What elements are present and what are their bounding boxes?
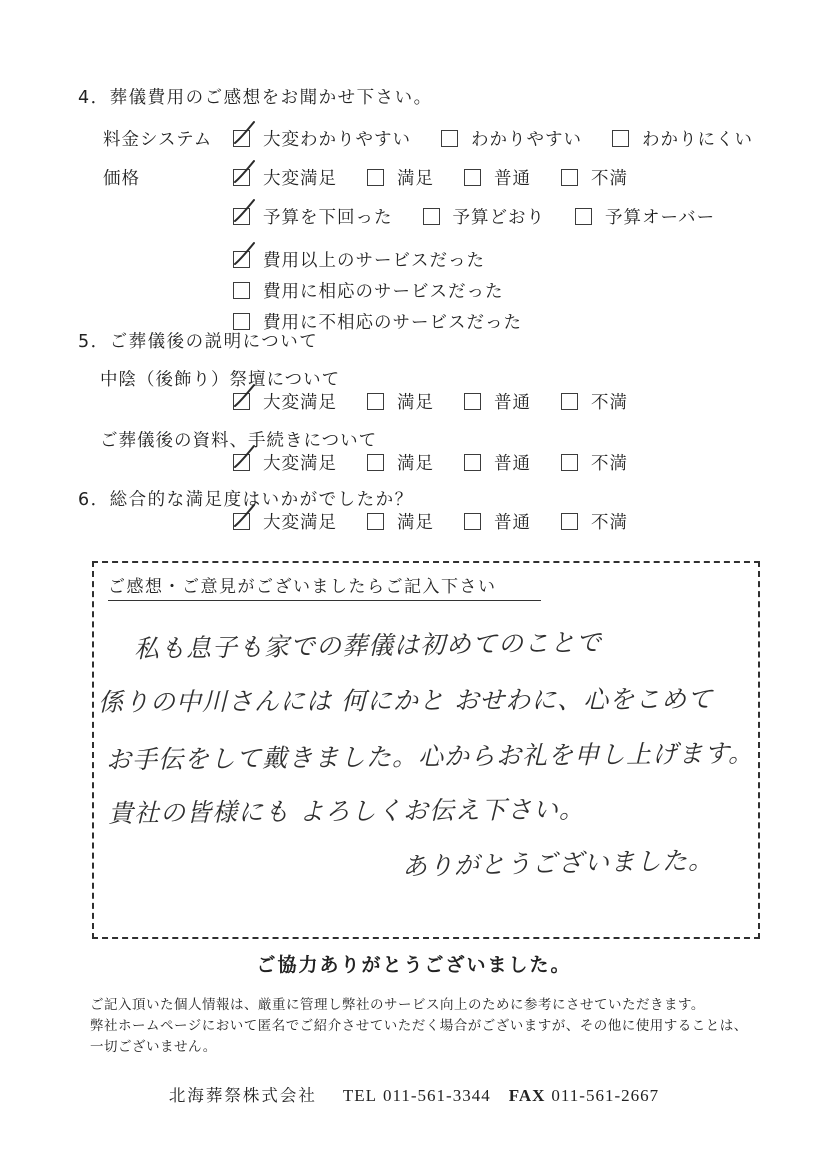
checkbox-icon[interactable] <box>561 513 578 530</box>
handwritten-line: 私も息子も家での葬儀は初めてのことで <box>133 627 603 664</box>
checkbox-label: 大変わかりやすい <box>263 130 411 150</box>
checkbox-option[interactable] <box>423 204 546 229</box>
checkbox-option[interactable] <box>464 509 531 534</box>
fax-label: FAX <box>508 1086 546 1105</box>
comment-box-title: ご感想・ご意見がございましたらご記入下さい <box>108 572 541 601</box>
checkbox-label: わかりにくい <box>642 130 753 150</box>
checkbox-label: 大変満足 <box>263 454 337 474</box>
checkbox-icon[interactable] <box>561 393 578 410</box>
checkbox-label: 費用に不相応のサービスだった <box>263 313 522 333</box>
checkbox-option[interactable] <box>464 165 531 190</box>
tel-number: 011-561-3344 <box>383 1086 491 1105</box>
checkbox-label: 普通 <box>494 393 531 413</box>
closing-thanks: ご協力ありがとうございました。 <box>256 954 572 976</box>
checkbox-label: 予算オーバー <box>605 208 716 228</box>
checkbox-label: 普通 <box>494 454 531 474</box>
options-group-paperwork <box>233 450 628 475</box>
fax-number: 011-561-2667 <box>551 1086 660 1105</box>
checkbox-option[interactable] <box>233 278 504 303</box>
checkbox-icon[interactable] <box>464 454 481 471</box>
checkbox-option[interactable] <box>612 126 753 151</box>
handwritten-line: 貴社の皆様にも よろしくお伝え下さい。 <box>107 794 586 828</box>
checkbox-option[interactable] <box>561 165 628 190</box>
checkbox-icon[interactable] <box>233 513 250 530</box>
checkbox-icon[interactable] <box>441 130 458 147</box>
checkbox-option[interactable] <box>367 450 434 475</box>
checkbox-label: 予算を下回った <box>263 208 393 228</box>
checkbox-icon[interactable] <box>233 130 250 147</box>
checkbox-icon[interactable] <box>233 169 250 186</box>
options-group <box>233 126 753 151</box>
checkbox-option[interactable] <box>367 389 434 414</box>
checkbox-label: 満足 <box>397 169 434 189</box>
company-name: 北海葬祭株式会社 <box>168 1086 317 1105</box>
handwritten-line: お手伝をして戴きました。心からお礼を申し上げます。 <box>105 738 755 775</box>
checkbox-option[interactable] <box>233 165 337 190</box>
checkbox-icon[interactable] <box>233 454 250 471</box>
privacy-note <box>90 995 748 1058</box>
checkbox-option[interactable] <box>441 126 582 151</box>
checkmark-icon <box>230 502 257 529</box>
checkbox-label: 不満 <box>591 513 628 533</box>
privacy-line: 弊社ホームページにおいて匿名でご紹介させていただく場合がございますが、その他に使用することは、 <box>90 1018 748 1034</box>
question-row-price <box>103 165 628 190</box>
section6-heading: 6．総合的な満足度はいかがでしたか？ <box>78 490 414 510</box>
checkbox-icon[interactable] <box>367 513 384 530</box>
options-group <box>233 204 715 229</box>
checkbox-icon[interactable] <box>464 169 481 186</box>
checkmark-icon <box>230 158 257 185</box>
options-group-altar <box>233 389 628 414</box>
checkbox-icon[interactable] <box>561 169 578 186</box>
section4-heading: 4．葬儀費用のご感想をお聞かせ下さい。 <box>78 88 433 108</box>
checkbox-option[interactable] <box>233 247 485 272</box>
checkbox-label: 普通 <box>494 169 531 189</box>
checkmark-icon <box>230 240 257 267</box>
checkbox-icon[interactable] <box>612 130 629 147</box>
checkbox-label: 大変満足 <box>263 169 337 189</box>
checkbox-icon[interactable] <box>464 393 481 410</box>
checkbox-option[interactable] <box>561 450 628 475</box>
footer-company-line <box>0 1082 828 1106</box>
question-label-altar: 中陰（後飾り）祭壇について <box>100 370 341 390</box>
checkbox-option[interactable] <box>464 450 531 475</box>
privacy-line: ご記入頂いた個人情報は、厳重に管理し弊社のサービス向上のために参考にさせていただきます。 <box>90 997 705 1013</box>
checkbox-icon[interactable] <box>233 251 250 268</box>
checkbox-option[interactable] <box>233 509 337 534</box>
checkbox-label: 予算どおり <box>452 208 545 228</box>
question-label: 料金システム <box>103 130 213 150</box>
options-group-service-value <box>233 247 522 334</box>
checkbox-icon[interactable] <box>233 282 250 299</box>
checkmark-icon <box>230 443 257 470</box>
checkbox-label: わかりやすい <box>471 130 582 150</box>
checkbox-option[interactable] <box>561 509 628 534</box>
handwritten-line: ありがとうございました。 <box>401 845 715 882</box>
checkbox-icon[interactable] <box>423 208 440 225</box>
checkmark-icon <box>230 382 257 409</box>
checkbox-option[interactable] <box>575 204 715 229</box>
checkbox-option[interactable] <box>233 450 337 475</box>
privacy-line: 一切ございません。 <box>90 1039 217 1055</box>
checkbox-label: 大変満足 <box>263 393 337 413</box>
checkbox-icon[interactable] <box>367 393 384 410</box>
checkbox-label: 満足 <box>397 454 434 474</box>
handwritten-line: 係りの中川さんには 何にかと おせわに、心をこめて <box>97 684 714 717</box>
section5-heading: 5．ご葬儀後の説明について <box>78 332 319 352</box>
checkbox-option[interactable] <box>233 389 337 414</box>
checkbox-label: 大変満足 <box>263 513 337 533</box>
checkbox-option[interactable] <box>561 389 628 414</box>
checkbox-label: 費用に相応のサービスだった <box>263 282 504 302</box>
checkmark-icon <box>230 119 257 146</box>
checkbox-option[interactable] <box>233 126 411 151</box>
checkbox-label: 費用以上のサービスだった <box>263 251 485 271</box>
checkbox-label: 不満 <box>591 454 628 474</box>
tel-label: TEL <box>342 1086 378 1105</box>
checkbox-icon[interactable] <box>367 454 384 471</box>
question-label: 価格 <box>103 169 140 189</box>
checkbox-icon[interactable] <box>367 169 384 186</box>
checkbox-label: 不満 <box>591 169 628 189</box>
checkbox-label: 満足 <box>397 513 434 533</box>
checkbox-label: 満足 <box>397 393 434 413</box>
options-group <box>233 165 628 190</box>
checkbox-option[interactable] <box>367 509 434 534</box>
comment-box <box>92 561 760 939</box>
checkbox-label: 普通 <box>494 513 531 533</box>
question-label-paperwork: ご葬儀後の資料、手続きについて <box>100 431 378 451</box>
checkbox-option[interactable] <box>464 389 531 414</box>
checkbox-icon[interactable] <box>233 208 250 225</box>
checkbox-option[interactable] <box>233 204 393 229</box>
checkbox-option[interactable] <box>367 165 434 190</box>
options-group-overall <box>233 509 628 534</box>
question-row-fee-system <box>103 126 753 151</box>
checkbox-icon[interactable] <box>575 208 592 225</box>
question-row-budget <box>103 204 715 229</box>
checkmark-icon <box>230 197 257 224</box>
checkbox-icon[interactable] <box>561 454 578 471</box>
checkbox-icon[interactable] <box>464 513 481 530</box>
checkbox-label: 不満 <box>591 393 628 413</box>
checkbox-icon[interactable] <box>233 393 250 410</box>
